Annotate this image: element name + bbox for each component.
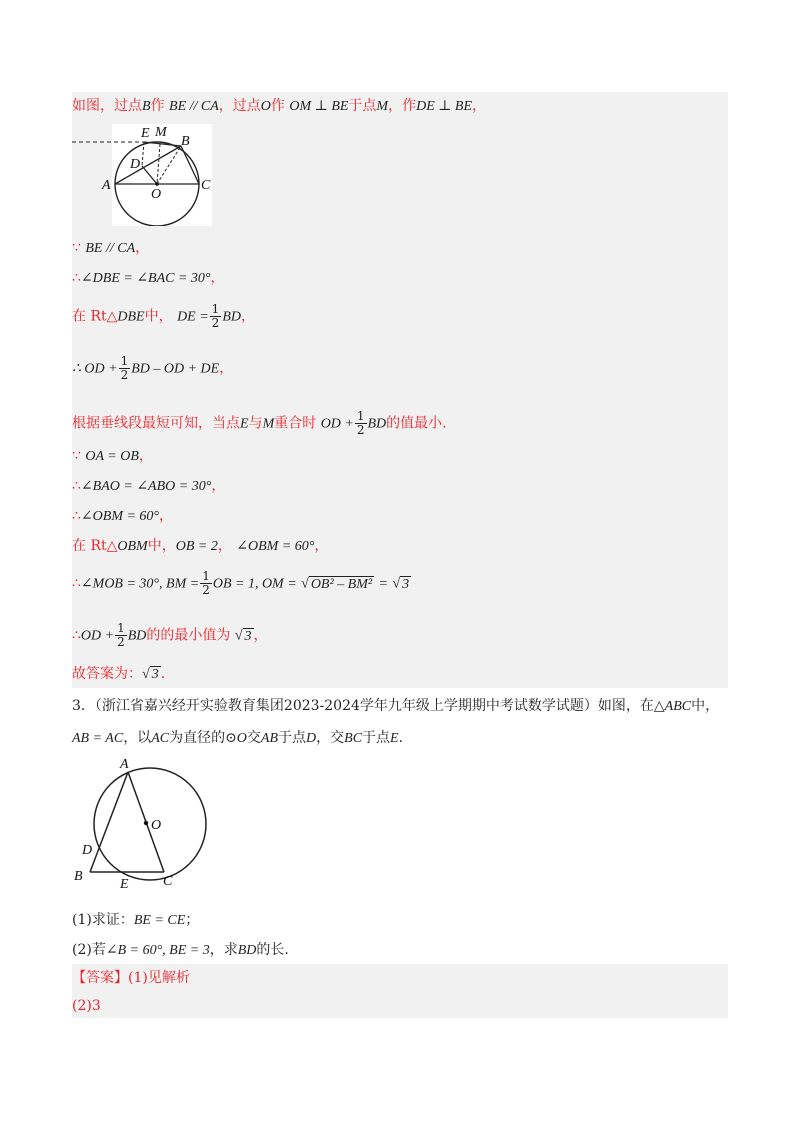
fraction-half: $\frac{1}{2}$ [202,569,210,597]
fraction-half: $\frac{1}{2}$ [356,409,365,437]
sqrt-symbol: √ [142,667,150,682]
answer-line-2: (2)3 [72,998,101,1014]
label-c: C [163,874,173,889]
question-3-part-2: (2)若∠B = 60°, BE = 3，求BD的长. [72,942,289,958]
label-b: B [74,869,83,884]
answer-line-1: 【答案】(1)见解析 [72,970,190,986]
geometry-figure-2 [72,758,232,890]
solution-line-8: ∴∠OBM = 60°， [72,508,174,524]
fraction-half: $\frac{1}{2}$ [211,302,220,330]
fraction-half: $\frac{1}{2}$ [120,354,129,382]
circle-o [94,768,206,880]
label-a: A [102,178,111,193]
solution-line-6: ∵ OA = OB， [72,448,153,464]
label-c: C [201,178,211,193]
label-d: D [82,843,93,858]
solution-line-9: 在 Rt△OBM中，OB = 2， ∠OBM = 60°， [72,538,329,554]
label-e: E [120,877,129,890]
solution-line-3: 在 Rt△DBE中， DE = $\frac{1}{2}$ BD， [72,302,255,330]
sqrt-symbol: √ [234,628,243,644]
solution-line-11: ∴OD + $\frac{1}{2}$ BD的的最小值为 √ 3 ， [72,621,268,649]
question-3-line-2: AB = AC，以AC为直径的⊙O交AB于点D，交BC于点E. [72,730,404,746]
label-e: E [141,126,150,141]
sqrt-symbol: √ [392,576,401,592]
solution-line-12: 故答案为：√ 3 . [72,666,166,682]
solution-line-10: ∴∠MOB = 30°, BM = $\frac{1}{2}$ OB = 1, OM = √ OB² – BM² = √ 3 [72,569,410,597]
solution-line-2: ∴∠DBE = ∠BAC = 30°， [72,270,225,286]
sqrt-symbol: √ [301,576,309,592]
geometry-figure-1 [72,124,212,226]
label-a: A [120,758,129,772]
center-point-o [144,821,148,825]
solution-line-1: ∵ BE // CA， [72,240,150,256]
center-point-o [155,182,159,186]
label-m: M [155,125,167,140]
solution-line-5: 根据垂线段最短可知，当点E与M重合时 OD + $\frac{1}{2}$ BD的值最小. [72,409,447,437]
label-o: O [151,187,162,202]
solution-line-4: ∴ OD + $\frac{1}{2}$ BD – OD + DE， [72,354,234,382]
answer-tag: 【答案】 [72,970,128,986]
fraction-half: $\frac{1}{2}$ [117,621,125,649]
segment-ab [90,772,128,872]
question-3-part-1: (1)求证：BE = CE； [72,912,200,928]
label-b: B [181,134,190,149]
solution-intro: 如图，过点B作 BE // CA，过点O作 OM ⊥ BE于点M，作DE ⊥ BE， [72,98,487,114]
label-d: D [130,157,141,172]
solution-line-7: ∴∠BAO = ∠ABO = 30°， [72,478,226,494]
label-o: O [151,818,162,833]
question-3-line-1: 3．（浙江省嘉兴经开实验教育集团2023-2024学年九年级上学期期中考试数学试题）如图，在△ABC中， [72,698,720,714]
